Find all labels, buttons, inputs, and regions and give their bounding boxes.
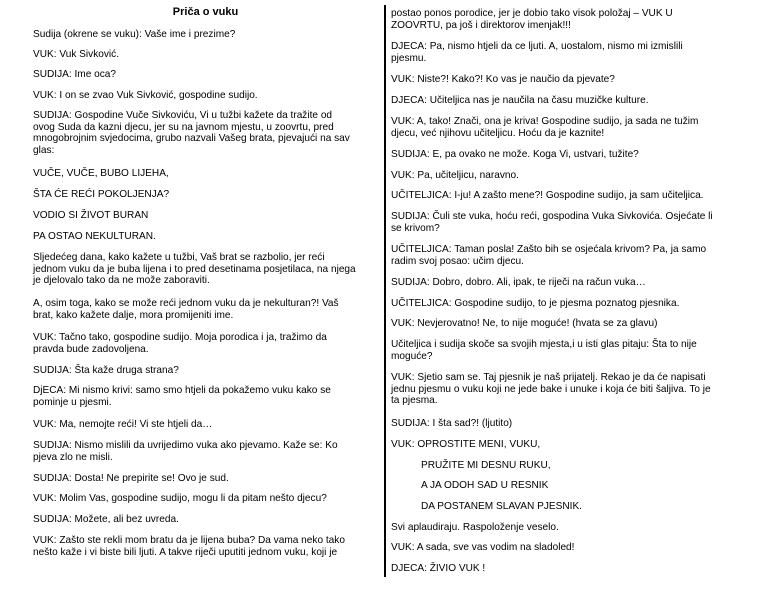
- text-line: Sljedećeg dana, kako kažete u tužbi, Vaš brat se razbolio, jer reći: [33, 252, 325, 263]
- paragraph: [391, 95, 736, 107]
- paragraph: [33, 69, 378, 81]
- paragraph: [391, 170, 736, 182]
- paragraph: [33, 90, 378, 102]
- text-line: DjECA: Mi nismo krivi: samo smo htjeli da pokažemo vuku kako se: [33, 385, 331, 396]
- paragraph: [391, 563, 736, 575]
- text-line: UČITELJICA: I-ju! A zašto mene?! Gospodine sudijo, ja sam učiteljica.: [391, 190, 704, 201]
- paragraph: [33, 493, 378, 505]
- column-divider: [384, 5, 386, 577]
- text-line: VUK: A, tako! Znači, ona je kriva! Gospodine sudijo, ja sada ne tužim: [391, 116, 699, 127]
- paragraph: [33, 514, 378, 526]
- text-line: pjeva zlo ne misli.: [33, 451, 113, 463]
- paragraph: [33, 332, 378, 355]
- text-line: DJECA: Pa, nismo htjeli da ce ljuti. A, uostalom, nismo mi izmislili: [391, 41, 683, 52]
- paragraph: [33, 168, 378, 180]
- text-line: VUK: I on se zvao Vuk Sivković, gospodine sudijo.: [33, 90, 258, 101]
- text-line: UČITELJICA: Gospodine sudijo, to je pjesma poznatog pjesnika.: [391, 298, 680, 309]
- text-line: brat, kako kažete dalje, mora promijeniti ime.: [33, 309, 234, 321]
- paragraph: [391, 190, 736, 202]
- paragraph: [33, 535, 378, 558]
- paragraph: [391, 74, 736, 86]
- text-line: se krivom?: [391, 222, 440, 234]
- paragraph: [391, 211, 736, 234]
- text-line: Učiteljica i sudija skoče sa svojih mjesta,i u isti glas pitaju: Šta to nije: [391, 339, 697, 350]
- paragraph: [33, 440, 378, 463]
- text-line: SUDIJA: I šta sad?! (ljutito): [391, 418, 513, 429]
- text-line: djecu, već njihovu učiteljicu. Hoću da je kaznite!: [391, 127, 605, 139]
- paragraph: [33, 110, 378, 156]
- text-line: PA OSTAO NEKULTURAN.: [33, 231, 156, 242]
- text-line: SUDIJA: Šta kaže druga strana?: [33, 365, 179, 376]
- paragraph: [391, 149, 736, 161]
- text-line: UČITELJICA: Taman posla! Zašto bih se osjećala krivom? Pa, ja samo: [391, 244, 707, 255]
- paragraph: [33, 189, 378, 201]
- text-line: pravda bude zadovoljena.: [33, 343, 149, 355]
- paragraph: [391, 542, 736, 554]
- text-line: moguće?: [391, 350, 433, 362]
- text-line: VUK: Niste?! Kako?! Ko vas je naučio da pjevate?: [391, 74, 615, 85]
- paragraph: [33, 419, 378, 431]
- paragraph: [33, 298, 378, 321]
- paragraph: [33, 49, 378, 61]
- paragraph: [391, 277, 736, 289]
- text-line: A, osim toga, kako se može reći jednom vuku da je nekulturan?! Vaš: [33, 298, 339, 309]
- text-line: VUČE, VUČE, BUBO LIJEHA,: [33, 168, 169, 179]
- text-line: SUDIJA: Ime oca?: [33, 69, 117, 80]
- paragraph: [33, 385, 378, 408]
- text-line: VUK: A sada, sve vas vodim na sladoled!: [391, 542, 575, 553]
- text-line: PRUŽITE MI DESNU RUKU,: [421, 460, 551, 471]
- text-line: VUK: Molim Vas, gospodine sudijo, mogu li da pitam nešto djecu?: [33, 493, 327, 504]
- text-line: VUK: Sjetio sam se. Taj pjesnik je naš prijatelj. Rekao je da će napisati: [391, 372, 706, 383]
- text-line: ZOOVRTU, pa još i direktorov imenjak!!!: [391, 19, 571, 31]
- paragraph: [33, 29, 378, 41]
- paragraph: [33, 210, 378, 222]
- text-line: SUDIJA: E, pa ovako ne može. Koga Vi, ustvari, tužite?: [391, 149, 639, 160]
- text-line: jednu pjesmu o vuku koji ne jede bake i unuke i koja će biti šaljiva. To je: [391, 383, 711, 395]
- text-line: VUK: Vuk Sivković.: [33, 49, 120, 60]
- paragraph: [421, 460, 766, 472]
- text-line: SUDIJA: Gospodine Vuče Sivkoviću, Vi u tužbi kažete da tražite od: [33, 110, 333, 121]
- text-line: postao ponos porodice, jer je dobio tako visok položaj – VUK U: [391, 8, 673, 19]
- text-line: SUDIJA: Čuli ste vuka, hoću reći, gospodina Vuka Sivkovića. Osjećate li: [391, 211, 713, 222]
- text-line: VODIO SI ŽIVOT BURAN: [33, 210, 149, 221]
- paragraph: [421, 501, 766, 513]
- paragraph: [33, 252, 378, 287]
- paragraph: [391, 8, 736, 31]
- text-line: SUDIJA: Dobro, dobro. Ali, ipak, te riječi na račun vuka…: [391, 277, 646, 288]
- text-line: ŠTA ĆE REĆI POKOLJENJA?: [33, 189, 170, 200]
- paragraph: [33, 365, 378, 377]
- text-line: pominje u pjesmi.: [33, 396, 112, 408]
- text-line: VUK: Nevjerovatno! Ne, to nije moguće! (hvata se za glavu): [391, 318, 658, 329]
- text-line: mnogobrojnim svjedocima, grubo nazvali Vašeg brata, pjevajući na sav: [33, 133, 350, 145]
- paragraph: [391, 41, 736, 64]
- paragraph: [391, 439, 736, 451]
- text-line: SUDIJA: Dosta! Ne prepirite se! Ovo je sud.: [33, 473, 229, 484]
- text-line: pjesmu.: [391, 52, 427, 64]
- paragraph: [33, 231, 378, 243]
- text-line: A JA ODOH SAD U RESNIK: [421, 480, 549, 491]
- text-line: DJECA: ŽIVIO VUK !: [391, 563, 486, 574]
- paragraph: [391, 116, 736, 139]
- text-line: ovog Suda da kazni djecu, jer su na javnom mjestu, u zoovrtu, pred: [33, 121, 334, 133]
- text-line: ta pjesma.: [391, 395, 438, 407]
- paragraph: [391, 418, 736, 430]
- text-line: VUK: Pa, učiteljicu, naravno.: [391, 170, 519, 181]
- text-line: jednom vuku da je buba lijena i to pred desetinama posjetilaca, na njega: [33, 263, 356, 275]
- text-line: radim svoj posao: učim djecu.: [391, 255, 524, 267]
- paragraph: [391, 318, 736, 330]
- text-line: VUK: Ma, nemojte reći! Vi ste htjeli da…: [33, 419, 213, 430]
- paragraph: [391, 372, 736, 407]
- text-line: SUDIJA: Nismo mislili da uvrijedimo vuka ako pjevamo. Kaže se: Ko: [33, 440, 338, 451]
- text-line: DA POSTANEM SLAVAN PJESNIK.: [421, 501, 582, 512]
- paragraph: [391, 244, 736, 267]
- paragraph: [421, 480, 766, 492]
- paragraph: [391, 298, 736, 310]
- text-line: Sudija (okrene se vuku): Vaše ime i prezime?: [33, 29, 236, 40]
- text-line: SUDIJA: Možete, ali bez uvreda.: [33, 514, 179, 525]
- paragraph: [391, 522, 736, 534]
- text-line: DJECA: Učiteljica nas je naučila na času muzičke kulture.: [391, 95, 649, 106]
- text-line: je djelovalo tako da ne može zaboraviti.: [33, 275, 210, 287]
- story-title: Priča o vuku: [172, 6, 239, 18]
- text-line: VUK: OPROSTITE MENI, VUKU,: [391, 439, 541, 450]
- text-line: VUK: Zašto ste rekli mom bratu da je lijena buba? Da vama neko tako: [33, 535, 345, 546]
- text-line: nešto kaže i vi biste bili ljuti. A takve riječi uputiti jednom vuku, koji je: [33, 546, 338, 558]
- text-line: glas:: [33, 144, 55, 156]
- text-line: Svi aplaudiraju. Raspoloženje veselo.: [391, 522, 559, 533]
- text-line: VUK: Tačno tako, gospodine sudijo. Moja porodica i ja, tražimo da: [33, 332, 327, 343]
- paragraph: [391, 339, 736, 362]
- paragraph: [33, 473, 378, 485]
